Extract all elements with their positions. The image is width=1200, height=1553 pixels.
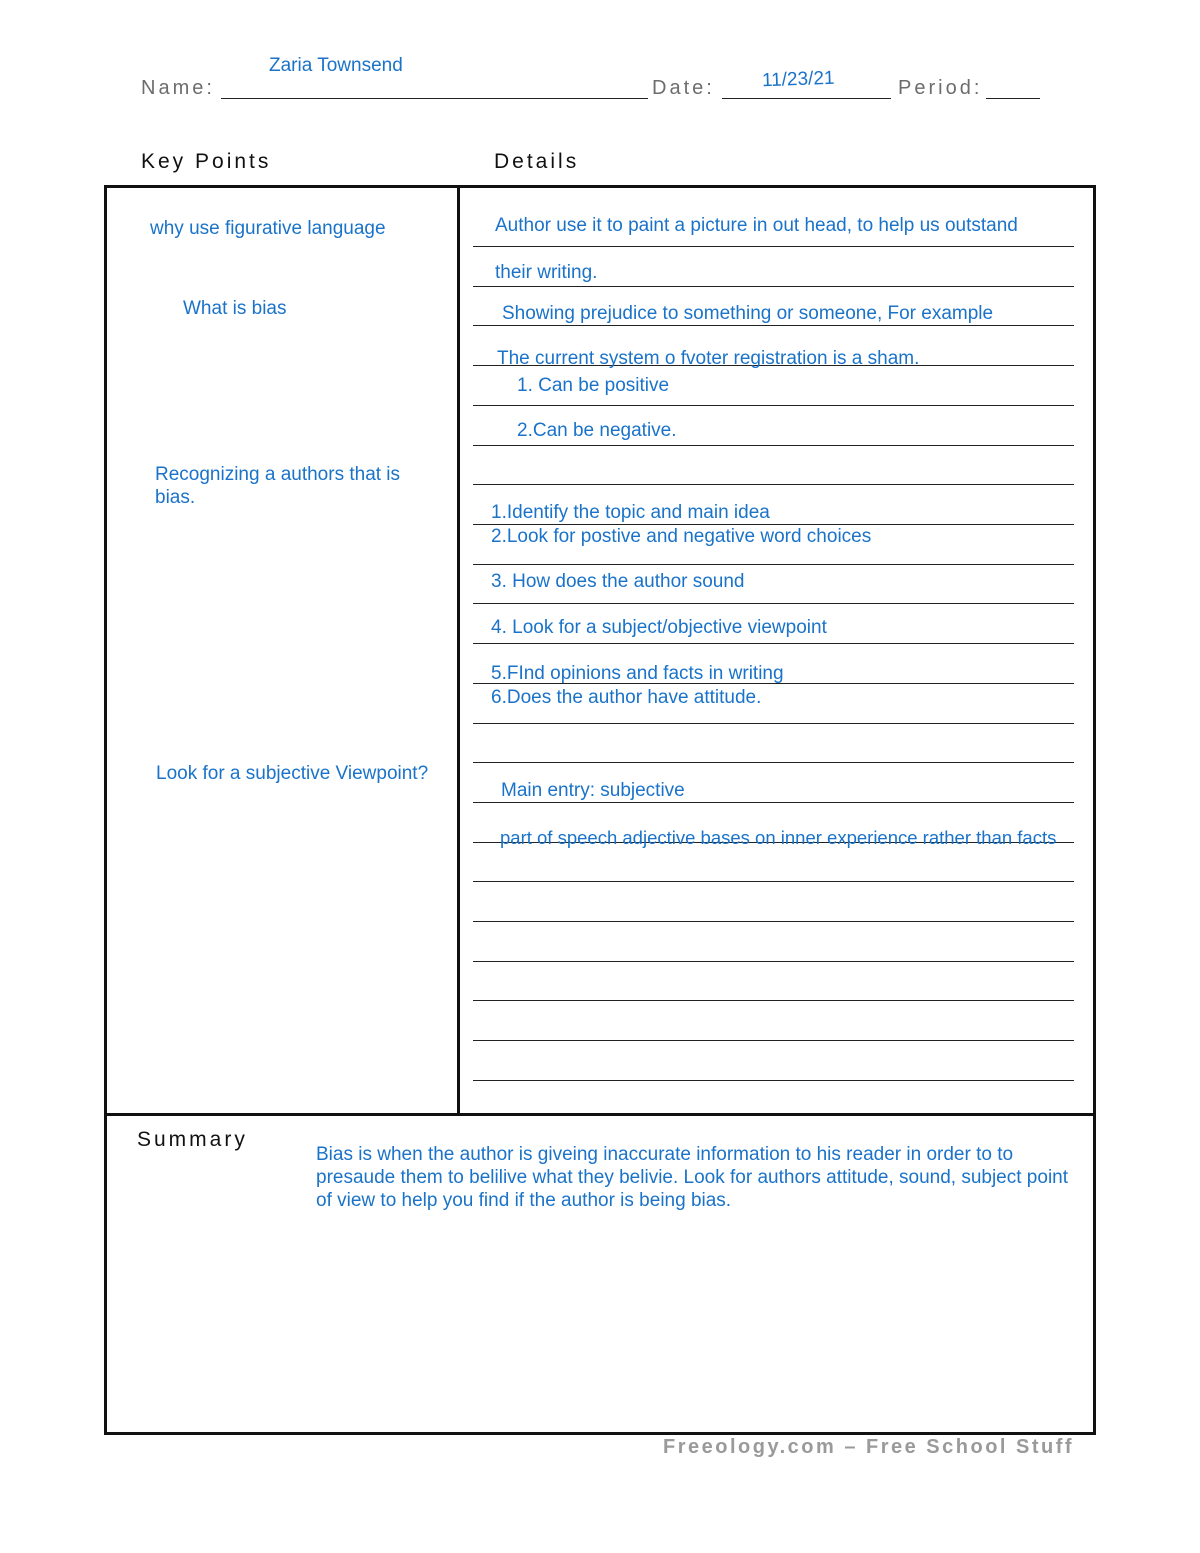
key-point: Recognizing a authors that is <box>155 464 401 485</box>
detail-rule <box>473 802 1074 803</box>
detail-line: 1.Identify the topic and main idea <box>491 502 770 523</box>
details-header: Details <box>494 150 580 173</box>
detail-rule <box>473 445 1074 446</box>
summary-label: Summary <box>137 1128 248 1151</box>
detail-line: The current system o fvoter registration is a sham. <box>497 348 920 369</box>
detail-line: 3. How does the author sound <box>491 571 745 592</box>
detail-line: part of speech adjective bases on inner experience rather than facts <box>500 827 1057 848</box>
key-point: What is bias <box>183 298 287 319</box>
detail-rule <box>473 921 1074 922</box>
detail-line: 5.FInd opinions and facts in writing <box>491 663 784 684</box>
detail-rule <box>473 1080 1074 1081</box>
detail-rule <box>473 405 1074 406</box>
name-underline <box>221 98 648 99</box>
detail-rule <box>473 723 1074 724</box>
name-field[interactable]: Zaria Townsend <box>269 55 403 76</box>
key-points-header: Key Points <box>141 150 272 173</box>
footer-credit: Freeology.com – Free School Stuff <box>663 1436 1075 1458</box>
summary-divider <box>105 1113 1095 1116</box>
detail-rule <box>473 603 1074 604</box>
date-underline <box>722 98 891 99</box>
detail-rule <box>473 1040 1074 1041</box>
detail-line: 2.Can be negative. <box>517 420 677 441</box>
detail-line: 4. Look for a subject/objective viewpoint <box>491 617 827 638</box>
detail-line: their writing. <box>495 262 598 283</box>
detail-line: 6.Does the author have attitude. <box>491 687 762 708</box>
detail-line: 1. Can be positive <box>517 375 670 396</box>
detail-rule <box>473 762 1074 763</box>
key-point: bias. <box>155 487 196 508</box>
period-label: Period: <box>898 77 983 99</box>
date-field[interactable]: 11/23/21 <box>761 67 835 92</box>
detail-rule <box>473 484 1074 485</box>
detail-rule <box>473 643 1074 644</box>
detail-rule <box>473 524 1074 525</box>
detail-rule <box>473 246 1074 247</box>
key-point: Look for a subjective Viewpoint? <box>156 763 429 784</box>
date-label: Date: <box>652 77 715 99</box>
notes-frame <box>104 185 1096 1435</box>
detail-line: Author use it to paint a picture in out head, to help us outstand <box>495 215 1018 236</box>
detail-line: Showing prejudice to something or someone, For example <box>502 303 994 324</box>
name-label: Name: <box>141 77 215 99</box>
detail-line: 2.Look for postive and negative word choices <box>491 526 872 547</box>
key-point: why use figurative language <box>150 218 386 239</box>
column-divider <box>457 186 460 1115</box>
detail-rule <box>473 564 1074 565</box>
detail-rule <box>473 961 1074 962</box>
detail-rule <box>473 1000 1074 1001</box>
detail-rule <box>473 286 1074 287</box>
detail-line: Main entry: subjective <box>501 780 685 801</box>
detail-rule <box>473 881 1074 882</box>
summary-text: Bias is when the author is giveing inaccurate information to his reader in order to to presaude them to belilive what they belivie. Look for authors attitude, sound, subject point of view to help you find if the author is being bias. <box>316 1144 1069 1211</box>
detail-rule <box>473 325 1074 326</box>
period-field[interactable] <box>986 98 1040 99</box>
